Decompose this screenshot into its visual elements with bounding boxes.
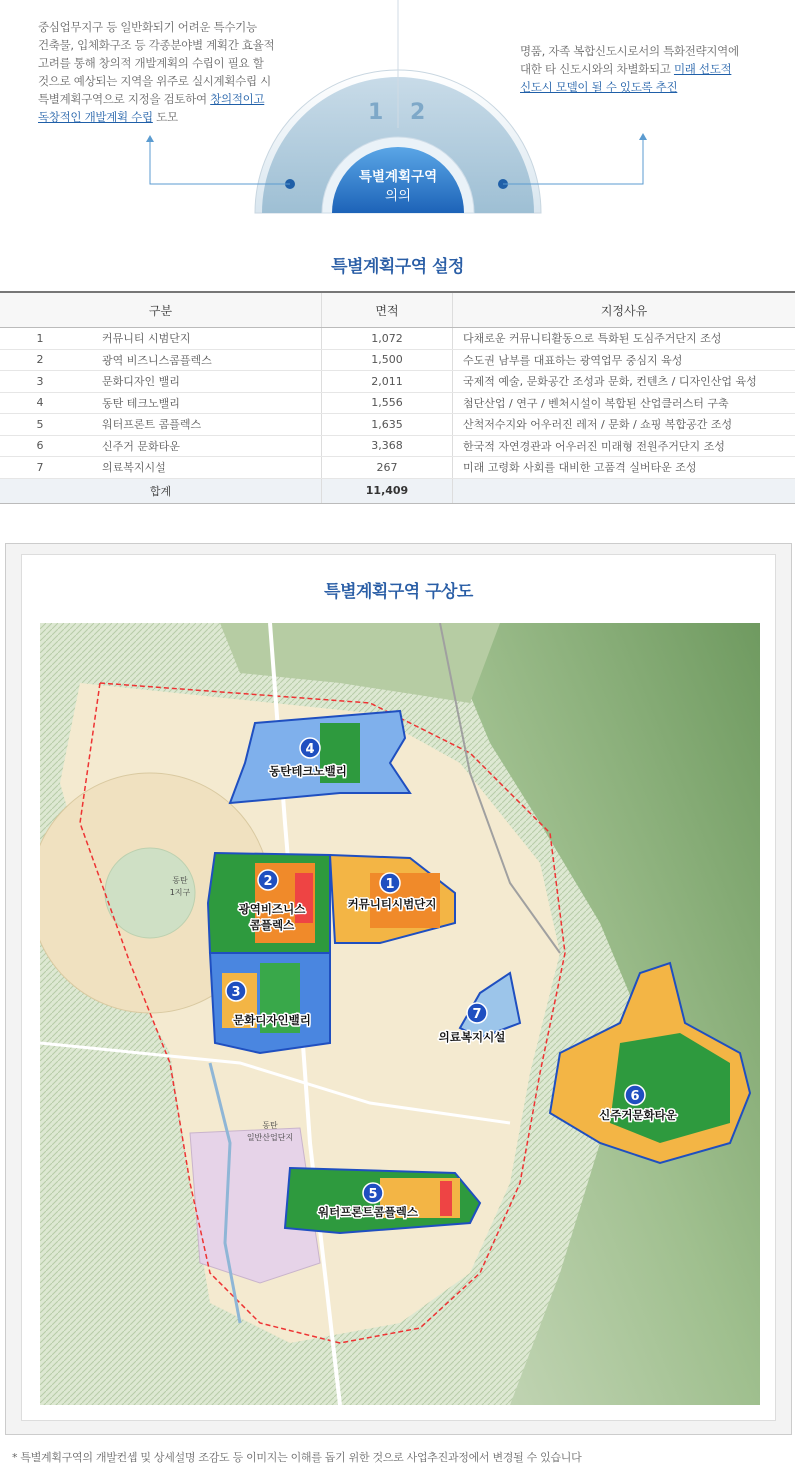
- zone-2-label-2: 콤플렉스: [249, 918, 295, 932]
- row-name: 의료복지시설: [80, 457, 322, 479]
- dial-number-2: 2: [410, 100, 426, 125]
- table-row: [0, 392, 795, 414]
- intro-right-line: 명품, 자족 복합신도시로서의 특화전략지역에: [520, 44, 739, 58]
- row-reason: 국제적 예술, 문화공간 조성과 문화, 컨텐츠 / 디자인산업 육성: [453, 371, 795, 393]
- row-reason: 첨단산업 / 연구 / 벤처시설이 복합된 산업클러스터 구축: [453, 392, 795, 414]
- table-row: [0, 371, 795, 393]
- intro-left-line-plain: 특별계획구역으로 지정을 검토하여: [38, 92, 211, 106]
- row-area: 1,500: [322, 349, 453, 371]
- table-row: [0, 349, 795, 371]
- row-reason: 한국적 자연경관과 어우러진 미래형 전원주거단지 조성: [453, 435, 795, 457]
- row-name: 워터프론트 콤플렉스: [80, 414, 322, 436]
- dial-center-title: [332, 168, 464, 206]
- intro-right-highlight: 신도시 모델이 될 수 있도록 추진: [520, 80, 678, 94]
- intro-left-line: 건축물, 입체화구조 등 각종분야별 계획간 효율적: [38, 38, 275, 52]
- zone-5-red: [440, 1181, 452, 1216]
- intro-right-plain: 대한 타 신도시와의 차별화되고: [520, 62, 674, 76]
- row-name: 문화디자인 밸리: [80, 371, 322, 393]
- row-no: 1: [0, 328, 80, 350]
- zone-7-label: 의료복지시설: [438, 1030, 506, 1044]
- row-reason: 산척저수지와 어우러진 레저 / 문화 / 쇼핑 복합공간 조성: [453, 414, 795, 436]
- right-connector-arrow-icon: [639, 133, 647, 140]
- row-name: 동탄 테크노밸리: [80, 392, 322, 414]
- setting-table-body: [0, 328, 795, 504]
- total-area: 11,409: [322, 478, 453, 503]
- table-row: [0, 435, 795, 457]
- footnote: * 특별계획구역의 개발컨셉 및 상세설명 조감도 등 이미지는 이해를 돕기 위한 것으로 사업추진과정에서 변경될 수 있습니다: [12, 1451, 582, 1464]
- zone-4-label: 동탄테크노밸리: [269, 764, 347, 778]
- row-area: 2,011: [322, 371, 453, 393]
- total-label: 합계: [0, 478, 322, 503]
- table-total-row: [0, 478, 795, 503]
- map-inner: [21, 554, 776, 1421]
- intro-left-highlight: 창의적이고: [210, 92, 265, 106]
- header-area: 면적: [322, 292, 453, 328]
- district-label-west-2: 1지구: [169, 888, 191, 897]
- zone-5-label: 워터프론트콤플렉스: [318, 1205, 418, 1219]
- zone-2-number: 2: [263, 874, 273, 889]
- intro-left-line: 중심업무지구 등 일반화되기 어려운 특수기능: [38, 20, 257, 34]
- zone-3-label: 문화디자인밸리: [233, 1013, 311, 1027]
- setting-table: [0, 291, 795, 504]
- zone-6-label: 신주거문화타운: [599, 1108, 677, 1122]
- setting-table-header-row: [0, 292, 795, 328]
- header-category: 구분: [0, 292, 322, 328]
- intro-left-highlight: 독창적인 개발계획 수립: [38, 110, 153, 124]
- row-reason: 수도권 남부를 대표하는 광역업무 중심지 육성: [453, 349, 795, 371]
- intro-right-highlight: 미래 선도적: [673, 62, 732, 76]
- row-reason: 다채로운 커뮤니티활동으로 특화된 도심주거단지 조성: [453, 328, 795, 350]
- row-area: 1,072: [322, 328, 453, 350]
- map-canvas: [40, 623, 760, 1405]
- row-name: 신주거 문화타운: [80, 435, 322, 457]
- zone-2-label: 광역비즈니스: [238, 902, 306, 916]
- row-no: 2: [0, 349, 80, 371]
- row-area: 267: [322, 457, 453, 479]
- intro-left-line: 것으로 예상되는 지역을 위주로 실시계획수립 시: [38, 74, 271, 88]
- row-name: 광역 비즈니스콤플렉스: [80, 349, 322, 371]
- district-label-west: 동탄: [172, 876, 188, 885]
- zone-1-number: 1: [385, 877, 395, 892]
- table-row: [0, 328, 795, 350]
- table-row: [0, 457, 795, 479]
- table-row: [0, 414, 795, 436]
- map-frame: [5, 543, 792, 1435]
- map-title: 특별계획구역 구상도: [324, 582, 473, 602]
- dial-center-title-line: 의의: [384, 188, 412, 204]
- zone-3-number: 3: [231, 985, 241, 1000]
- row-area: 3,368: [322, 435, 453, 457]
- row-no: 7: [0, 457, 80, 479]
- zone-6-number: 6: [630, 1089, 640, 1104]
- setting-title: 특별계획구역 설정: [331, 257, 464, 277]
- header-reason: 지정사유: [453, 292, 795, 328]
- dial-center-title-line: 특별계획구역: [358, 169, 438, 185]
- row-area: 1,635: [322, 414, 453, 436]
- row-name: 커뮤니티 시범단지: [80, 328, 322, 350]
- district-label-industrial: 동탄: [262, 1121, 278, 1130]
- row-no: 6: [0, 435, 80, 457]
- district-label-industrial-2: 일반산업단지: [246, 1133, 294, 1142]
- zone-4-number: 4: [305, 742, 315, 757]
- zone-1-label: 커뮤니티시범단지: [347, 897, 437, 911]
- zone-5-number: 5: [368, 1187, 378, 1202]
- row-no: 4: [0, 392, 80, 414]
- row-reason: 미래 고령화 사회를 대비한 고품격 실버타운 조성: [453, 457, 795, 479]
- dial-number-1: 1: [368, 100, 384, 125]
- intro-left-line: 고려를 통해 창의적 개발계획의 수립이 필요 할: [38, 56, 264, 70]
- total-reason-empty: [453, 478, 795, 503]
- row-area: 1,556: [322, 392, 453, 414]
- intro-left-tail: 도모: [152, 110, 178, 124]
- row-no: 5: [0, 414, 80, 436]
- zone-7-number: 7: [472, 1007, 482, 1022]
- row-no: 3: [0, 371, 80, 393]
- left-connector-arrow-icon: [146, 135, 154, 142]
